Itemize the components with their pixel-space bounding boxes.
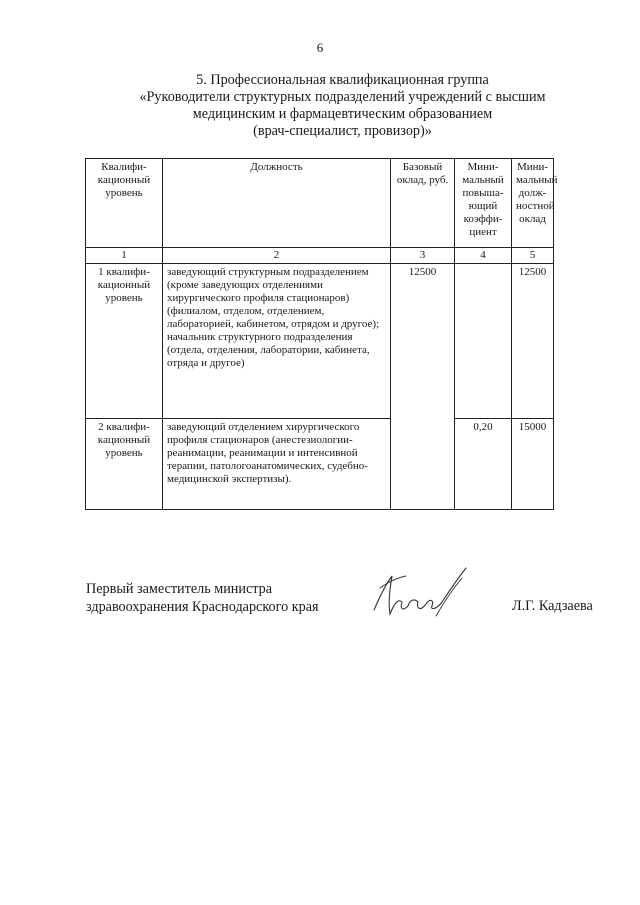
header-coefficient: Мини-мальный повыша-ющий коэффи-циент <box>455 159 512 248</box>
column-number-row <box>86 248 554 264</box>
page-number: 6 <box>316 40 324 55</box>
table-row <box>86 419 554 510</box>
handwritten-signature <box>366 558 476 628</box>
signatory-title-line-2: здравоохранения Краснодарского края <box>86 599 319 615</box>
column-number: 1 <box>86 248 163 264</box>
row-position: заведующий отделением хирургического профиля стационаров (анестезиологии-реанимации, реанимации и интенсивной терапии, патологоанатомических, судебно-медицинской экспертизы). <box>163 419 391 510</box>
row-min-salary: 12500 <box>512 264 554 419</box>
heading-line-4: (врач-специалист, провизор)» <box>253 123 432 139</box>
section-heading <box>110 72 575 140</box>
signatory-title <box>86 580 319 616</box>
row-level: 1 квалифи-кационный уровень <box>86 264 163 419</box>
table-row <box>86 264 554 419</box>
signatory-title-line-1: Первый заместитель министра <box>86 581 273 597</box>
heading-line-3: медицинским и фармацевтическим образованием <box>192 106 493 122</box>
row-base-salary: 12500 <box>391 264 455 419</box>
qualification-table <box>85 158 558 510</box>
row-coefficient <box>455 264 512 419</box>
heading-line-1: 5. Профессиональная квалификационная группа <box>196 72 489 88</box>
row-level: 2 квалифи-кационный уровень <box>86 419 163 510</box>
row-min-salary: 15000 <box>512 419 554 510</box>
column-number: 5 <box>512 248 554 264</box>
row-base-salary <box>391 419 455 510</box>
header-level: Квалифи-кационный уровень <box>86 159 163 248</box>
header-min-salary: Мини-мальный долж-ностной оклад <box>512 159 554 248</box>
column-number: 3 <box>391 248 455 264</box>
heading-line-2: «Руководители структурных подразделений учреждений с высшим <box>139 89 546 105</box>
column-number: 4 <box>455 248 512 264</box>
table-header-row <box>86 159 554 248</box>
signatory-name: Л.Г. Кадзаева <box>512 598 593 614</box>
header-base-salary: Базовый оклад, руб. <box>391 159 455 248</box>
header-position: Должность <box>163 159 391 248</box>
row-position: заведующий структурным подразделением (кроме заведующих отделениями хирургического профиля стационаров) (филиалом, отделом, отделением, лабораторией, кабинетом, отрядом и другое); начальник структурного подразделения (отдела, отделения, лаборатории, кабинета, отряда и другое) <box>163 264 391 419</box>
column-number: 2 <box>163 248 391 264</box>
row-coefficient: 0,20 <box>455 419 512 510</box>
